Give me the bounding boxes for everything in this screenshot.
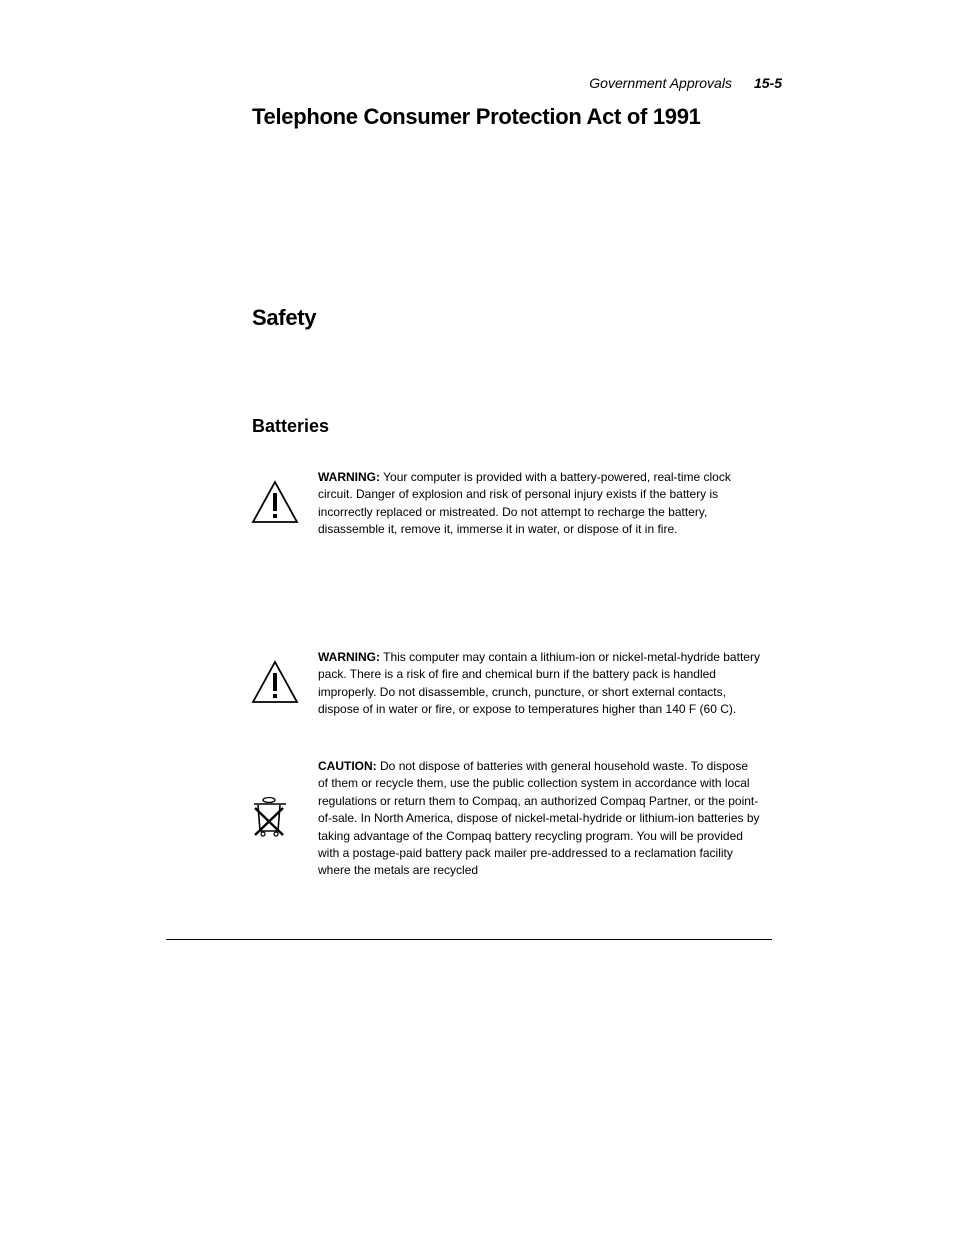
battery-disposal-caution — [318, 758, 760, 880]
safety-heading: Safety — [252, 305, 317, 330]
notice-label: WARNING: — [318, 650, 380, 664]
footer-rule — [166, 939, 772, 940]
batteries-heading: Batteries — [252, 416, 330, 436]
notice-text: Your computer is provided with a battery-powered, real-time clock circuit. Danger of explosion and risk of personal injury exists if the battery is incorrectly replaced or mistreated. Do not attempt to recharge the battery, disassemble it, remove it, immerse it in water, or dispose of it in fire. — [318, 470, 731, 537]
battery-clock-warning — [318, 469, 760, 539]
warning-triangle-icon — [251, 660, 299, 709]
header-section-title: Government Approvals — [589, 75, 732, 91]
notice-label: WARNING: — [318, 470, 380, 484]
running-header — [540, 75, 782, 91]
notice-text: This computer may contain a lithium-ion or nickel-metal-hydride battery pack. There is a risk of fire and chemical burn if the battery pack is handled improperly. Do not disassemble, crunch, puncture, or short external contacts, dispose of in water or fire, or expose to temperatures higher than 140 F (60 C). — [318, 650, 760, 717]
crossed-out-bin-icon — [251, 796, 289, 843]
header-page-number: 15-5 — [753, 75, 782, 91]
battery-pack-warning — [318, 649, 760, 719]
notice-label: CAUTION: — [318, 759, 377, 773]
notice-text: Do not dispose of batteries with general household waste. To dispose of them or recycle them, use the public collection system in accordance with local regulations or return them to Compaq, an authorized Compaq Partner, or the point-of-sale. In North America, dispose of nickel-metal-hydride or lithium-ion batteries by taking advantage of the Compaq battery recycling program. You will be provided with a postage-paid battery pack mailer pre-addressed to a reclamation facility where the metals are recycled — [318, 759, 760, 878]
tcpa-heading: Telephone Consumer Protection Act of 1991 — [252, 104, 701, 129]
warning-triangle-icon — [251, 480, 299, 529]
